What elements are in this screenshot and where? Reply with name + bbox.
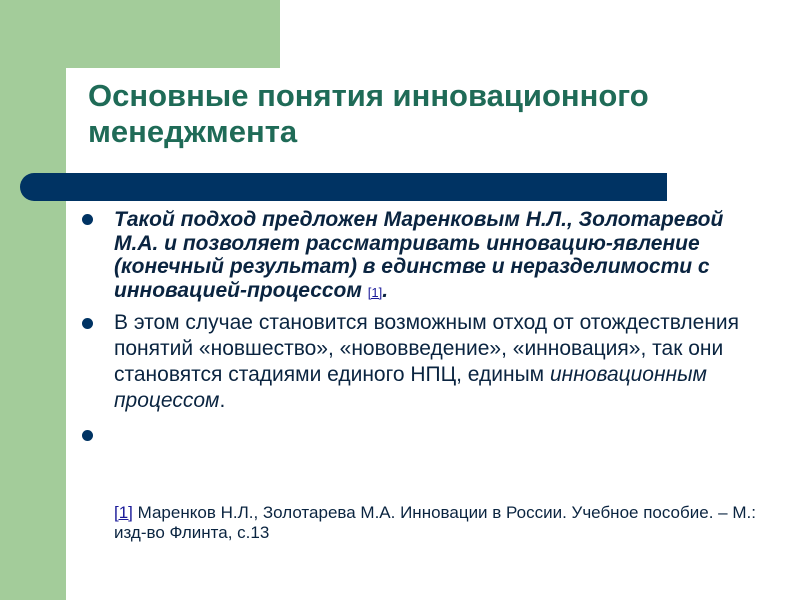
bullet-1-text: Такой подход предложен Маренковым Н.Л., Золотаревой М.А. и позволяет рассматривать инновацию-явление (конечный результат) в единстве и неразделимости с инновацией-процессом (114, 208, 724, 302)
bullet-list (82, 208, 772, 456)
title-line-2: менеджмента (88, 114, 298, 149)
bullet-item-3 (82, 426, 772, 456)
bullet-dot (82, 430, 93, 441)
bullet-item-1 (82, 208, 772, 304)
slide-title (88, 78, 778, 150)
title-underline-bar (20, 173, 667, 201)
footnote (114, 503, 774, 543)
bullet-dot (82, 318, 93, 329)
bullet-2-emphasis: инновационным процессом (114, 363, 707, 412)
footnote-text: Маренков Н.Л., Золотарева М.А. Инновации в России. Учебное пособие. – М.: изд-во Флинта, с.13 (114, 503, 756, 542)
bullet-2-tail: . (219, 389, 226, 412)
bullet-1-tail: . (382, 278, 389, 302)
bullet-2-text: В этом случае становится возможным отход от отождествления понятий «новшество», «нововведение», «инновация», так они становятся стадиями единого НПЦ, единым (114, 311, 740, 386)
title-line-1: Основные понятия инновационного (88, 78, 649, 113)
footnote-ref-link[interactable]: [1] (367, 284, 383, 300)
background-green-corner (0, 0, 280, 68)
bullet-dot (82, 214, 93, 225)
background-green-strip (0, 0, 66, 600)
bullet-item-2 (82, 310, 772, 414)
footnote-anchor-link[interactable]: [1] (114, 503, 133, 522)
